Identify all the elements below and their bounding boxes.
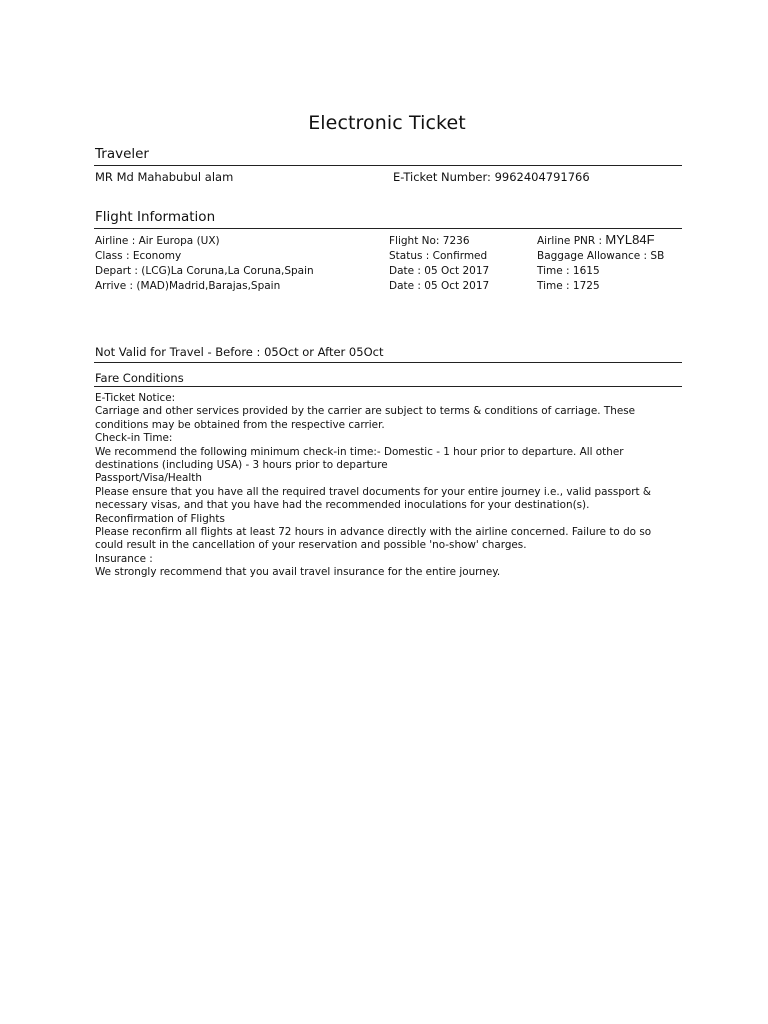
reconfirmation-heading: Reconfirmation of Flights [95,512,225,525]
arrive-line: Arrive : (MAD)Madrid,Barajas,Spain [95,280,281,292]
eticket-number-value: 9962404791766 [494,170,590,184]
insurance-text: We strongly recommend that you avail travel insurance for the entire journey. [95,566,501,579]
traveler-heading: Traveler [95,146,149,162]
depart-date: Date : 05 Oct 2017 [389,265,490,277]
validity-divider [94,362,682,363]
baggage-allowance: Baggage Allowance : SB [537,250,665,262]
checkin-time-heading: Check-in Time: [95,432,173,445]
travel-validity: Not Valid for Travel - Before : 05Oct or After 05Oct [95,345,384,359]
eticket-notice-heading: E-Ticket Notice: [95,392,176,404]
checkin-time-text: We recommend the following minimum check-in time:- Domestic - 1 hour prior to departure. All other destinations (including USA) - 3 hours prior to departure [95,445,624,472]
fare-conditions-heading: Fare Conditions [95,371,184,385]
flight-info-divider [94,228,682,229]
traveler-name: MR Md Mahabubul alam [95,170,234,184]
depart-time: Time : 1615 [537,265,600,277]
airline-pnr-value: MYL84F [605,232,655,247]
passport-visa-text: Please ensure that you have all the required travel documents for your entire journey i.e., valid passport & necessary visas, and that you have had the recommended inoculations for your destination(s). [95,485,652,512]
airline-pnr-field [537,233,655,248]
class-line: Class : Economy [95,250,182,262]
arrive-date: Date : 05 Oct 2017 [389,280,490,292]
flight-info-heading: Flight Information [95,209,216,225]
arrive-time: Time : 1725 [537,280,600,292]
flight-number: Flight No: 7236 [389,235,470,247]
eticket-number-label: E-Ticket Number: [393,170,491,184]
depart-line: Depart : (LCG)La Coruna,La Coruna,Spain [95,265,314,277]
fare-conditions-divider [94,386,682,387]
traveler-divider [94,165,682,166]
reconfirmation-text: Please reconfirm all flights at least 72 hours in advance directly with the airline concerned. Failure to do so could result in the cancellation of your reservation and possible 'no-show' charges. [95,526,652,552]
fare-conditions-body [95,392,675,580]
airline-pnr-label: Airline PNR : [537,235,603,247]
page-title: Electronic Ticket [308,112,466,134]
insurance-heading: Insurance : [95,552,153,565]
passport-visa-heading: Passport/Visa/Health [95,472,202,485]
booking-status: Status : Confirmed [389,250,488,262]
airline-line: Airline : Air Europa (UX) [95,235,220,247]
eticket-notice-text: Carriage and other services provided by the carrier are subject to terms & conditions of carriage. These conditions may be obtained from the respective carrier. [95,405,636,431]
eticket-number-field [393,170,590,184]
